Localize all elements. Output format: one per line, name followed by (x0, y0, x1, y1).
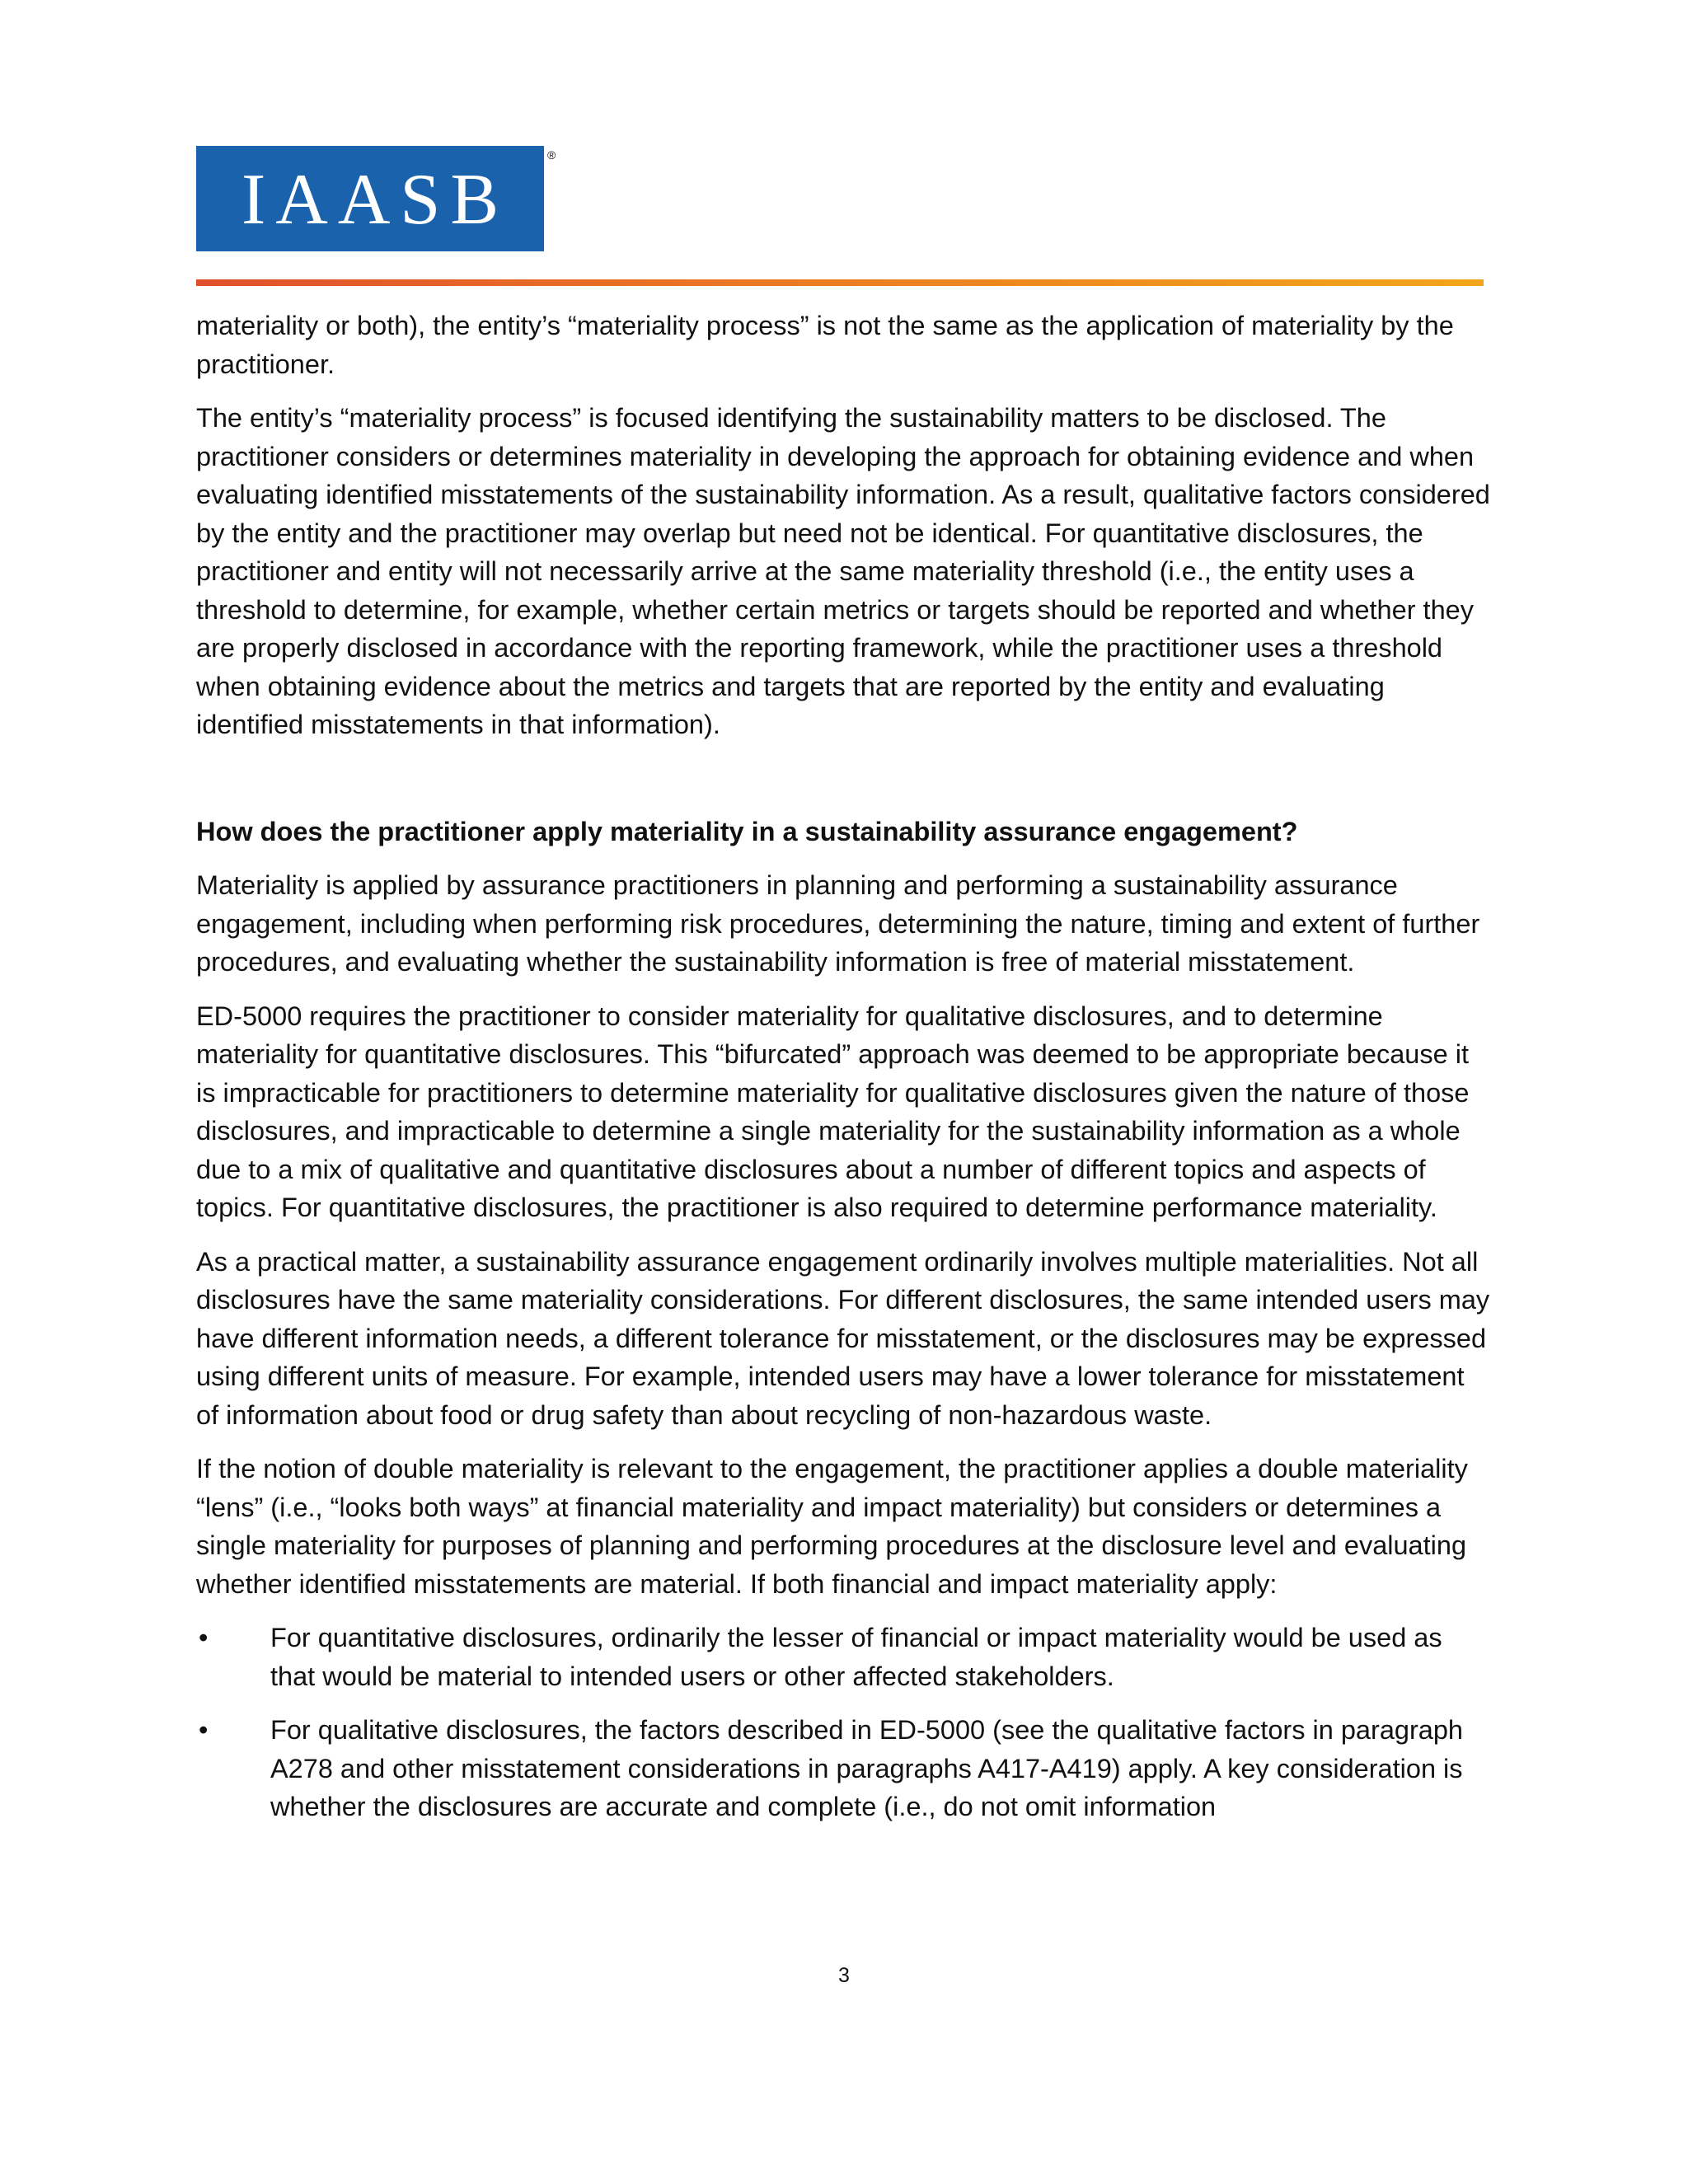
paragraph-materiality-process: The entity’s “materiality process” is focused identifying the sustainability matters to be disclosed. The practitioner considers or determines materiality in developing the approach for obtaining evidence and when evaluating identified misstatements of the sustainability information. As a result, qualitative factors considered by the entity and the practitioner may overlap but need not be identical. For quantitative disclosures, the practitioner and entity will not necessarily arrive at the same materiality threshold (i.e., the entity uses a threshold to determine, for example, whether certain metrics or targets should be reported and whether they are properly disclosed in accordance with the reporting framework, while the practitioner uses a threshold when obtaining evidence about the metrics and targets that are reported by the entity and evaluating identified misstatements in that information). (196, 403, 1490, 739)
paragraph-multiple-materialities: As a practical matter, a sustainability assurance engagement ordinarily involves multiple materialities. Not all disclosures have the same materiality considerations. For different disclosures, the same intended users may have different information needs, a different tolerance for misstatement, or the disclosures may be expressed using different units of measure. For example, intended users may have a lower tolerance for misstatement of information about food or drug safety than about recycling of non-hazardous waste. (196, 1246, 1490, 1430)
page-number: 3 (838, 1964, 850, 1987)
paragraph-continuation: materiality or both), the entity’s “materiality process” is not the same as the application of materiality by the practitioner. (196, 311, 1454, 379)
document-body (196, 307, 1492, 1842)
list-item-text: For qualitative disclosures, the factors described in ED-5000 (see the qualitative factors in paragraph A278 and other misstatement considerations in paragraphs A417-A419) apply. A key consideration is whether the disclosures are accurate and complete (i.e., do not omit information (270, 1715, 1464, 1821)
list-item (196, 1711, 1492, 1826)
logo-text: IAASB (241, 160, 509, 240)
paragraph-materiality-applied: Materiality is applied by assurance practitioners in planning and performing a sustainability assurance engagement, including when performing risk procedures, determining the nature, timing and extent of further procedures, and evaluating whether the sustainability information is free of material misstatement. (196, 870, 1480, 977)
registered-mark: ® (547, 148, 556, 162)
section-heading: How does the practitioner apply materiality in a sustainability assurance engagement? (196, 816, 1298, 846)
bullet-icon: • (199, 1623, 209, 1652)
paragraph-ed5000-requirements: ED-5000 requires the practitioner to consider materiality for qualitative disclosures, and to determine materiality for quantitative disclosures. This “bifurcated” approach was deemed to be appropriate because it is impracticable for practitioners to determine materiality for qualitative disclosures given the nature of those disclosures, and impracticable to determine a single materiality for the sustainability information as a whole due to a mix of qualitative and quantitative disclosures about a number of different topics and aspects of topics. For quantitative disclosures, the practitioner is also required to determine performance materiality. (196, 1001, 1470, 1222)
iaasb-logo (196, 146, 544, 251)
bullet-list (196, 1619, 1492, 1826)
bullet-icon: • (199, 1715, 209, 1745)
list-item-text: For quantitative disclosures, ordinarily the lesser of financial or impact materiality would be used as that would be material to intended users or other affected stakeholders. (270, 1623, 1442, 1691)
list-item (196, 1619, 1492, 1695)
header-divider (196, 279, 1484, 286)
paragraph-double-materiality: If the notion of double materiality is relevant to the engagement, the practitioner applies a double materiality “lens” (i.e., “looks both ways” at financial materiality and impact materiality) but considers or determines a single materiality for purposes of planning and performing procedures at the disclosure level and evaluating whether identified misstatements are material. If both financial and impact materiality apply: (196, 1454, 1468, 1599)
